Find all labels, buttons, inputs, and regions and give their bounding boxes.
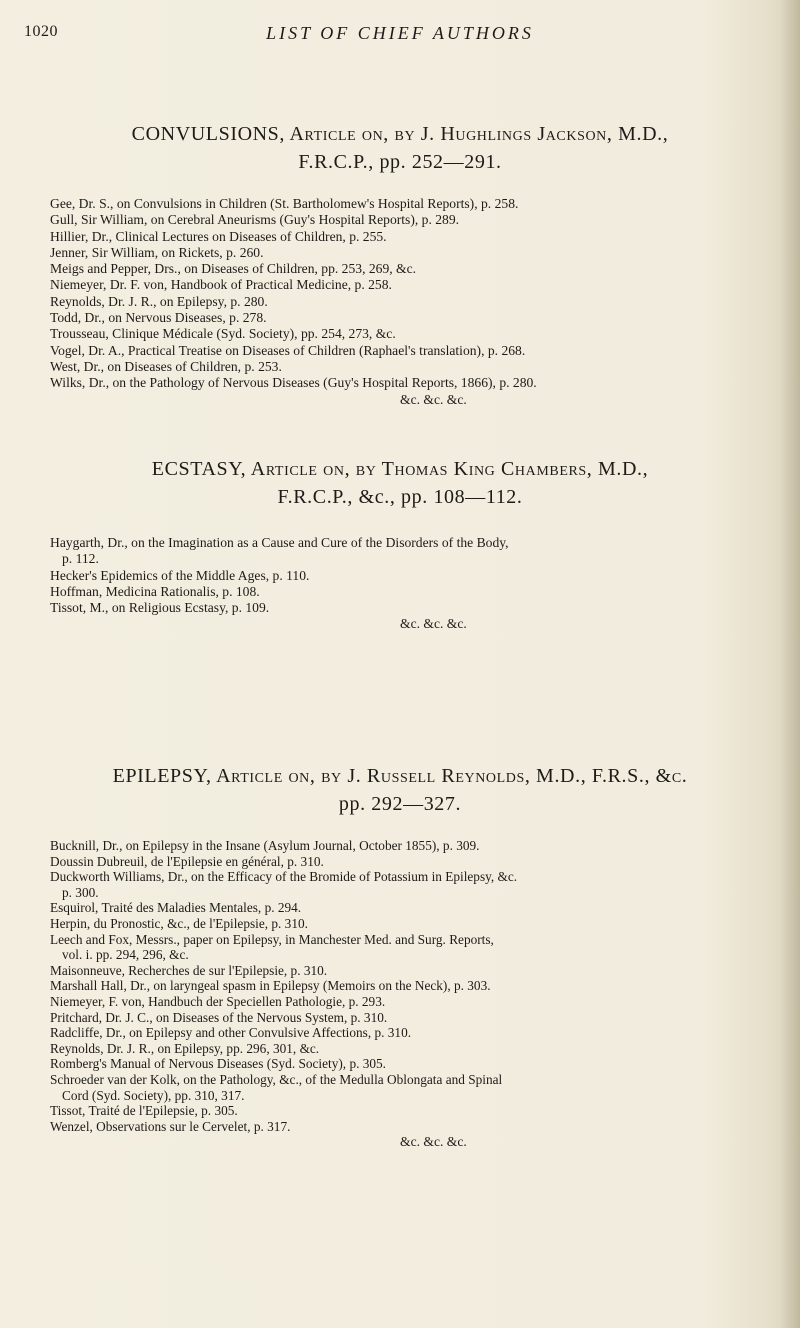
reference-item: Doussin Dubreuil, de l'Epilepsie en général, p. 310.	[50, 853, 324, 869]
reference-item: Maisonneuve, Recherches de sur l'Epilepsie, p. 310.	[50, 962, 328, 978]
section-heading	[0, 762, 800, 818]
reference-item: Bucknill, Dr., on Epilepsy in the Insane (Asylum Journal, October 1855), p. 309.	[50, 838, 480, 853]
reference-item: Leech and Fox, Messrs., paper on Epilepsy, in Manchester Med. and Surg. Reports, vol. i. pp. 294, 296, &c.	[50, 931, 494, 963]
section-ecstasy	[0, 455, 800, 633]
section-convulsions	[0, 120, 800, 408]
reference-item: Gull, Sir William, on Cerebral Aneurisms (Guy's Hospital Reports), p. 289.	[50, 212, 460, 228]
etcetera: &c. &c. &c.	[400, 616, 467, 632]
reference-item: Gee, Dr. S., on Convulsions in Children (St. Bartholomew's Hospital Reports), p. 258.	[50, 196, 519, 211]
reference-item: Reynolds, Dr. J. R., on Epilepsy, p. 280.	[50, 293, 268, 309]
reference-item: Hecker's Epidemics of the Middle Ages, p. 110.	[50, 567, 310, 583]
reference-item: Todd, Dr., on Nervous Diseases, p. 278.	[50, 310, 267, 326]
reference-item: Hillier, Dr., Clinical Lectures on Diseases of Children, p. 255.	[50, 228, 387, 244]
reference-item: Tissot, M., on Religious Ecstasy, p. 109.	[50, 600, 270, 616]
heading-line-1: ECSTASY, Article on, by Thomas King Chambers, M.D.,	[151, 458, 649, 480]
reference-item: Herpin, du Pronostic, &c., de l'Epilepsie, p. 310.	[50, 915, 308, 931]
heading-line-1: CONVULSIONS, Article on, by J. Hughlings Jackson, M.D.,	[131, 123, 669, 145]
reference-item: Romberg's Manual of Nervous Diseases (Syd. Society), p. 305.	[50, 1056, 387, 1072]
reference-item: Haygarth, Dr., on the Imagination as a Cause and Cure of the Disorders of the Body, p. 112.	[50, 535, 509, 567]
etcetera: &c. &c. &c.	[400, 391, 467, 407]
reference-item: Trousseau, Clinique Médicale (Syd. Society), pp. 254, 273, &c.	[50, 326, 396, 342]
heading-line-2: F.R.C.P., &c., pp. 108—112.	[277, 486, 523, 508]
reference-item: Pritchard, Dr. J. C., on Diseases of the Nervous System, p. 310.	[50, 1009, 388, 1025]
reference-item: Hoffman, Medicina Rationalis, p. 108.	[50, 583, 260, 599]
reference-item: Schroeder van der Kolk, on the Pathology, &c., of the Medulla Oblongata and Spinal Cord (Syd. Society), pp. 310, 317.	[50, 1071, 503, 1103]
reference-list	[0, 838, 800, 1134]
reference-item: Niemeyer, Dr. F. von, Handbook of Practical Medicine, p. 258.	[50, 277, 392, 293]
reference-item: Meigs and Pepper, Drs., on Diseases of Children, pp. 253, 269, &c.	[50, 261, 417, 277]
reference-item: Wilks, Dr., on the Pathology of Nervous Diseases (Guy's Hospital Reports, 1866), p. 280.	[50, 375, 537, 391]
reference-item: West, Dr., on Diseases of Children, p. 253.	[50, 358, 282, 374]
section-heading	[0, 455, 800, 511]
section-heading	[0, 120, 800, 176]
etcetera: &c. &c. &c.	[400, 1134, 467, 1150]
section-epilepsy	[0, 762, 800, 1151]
reference-item: Vogel, Dr. A., Practical Treatise on Diseases of Children (Raphael's translation), p. 268.	[50, 342, 526, 358]
reference-list	[0, 535, 800, 616]
running-title: LIST OF CHIEF AUTHORS	[266, 23, 534, 43]
reference-item: Niemeyer, F. von, Handbuch der Speciellen Pathologie, p. 293.	[50, 993, 386, 1009]
reference-item: Wenzel, Observations sur le Cervelet, p. 317.	[50, 1118, 291, 1134]
reference-item: Tissot, Traité de l'Epilepsie, p. 305.	[50, 1103, 238, 1119]
page-number: 1020	[24, 23, 58, 40]
reference-item: Esquirol, Traité des Maladies Mentales, p. 294.	[50, 900, 302, 916]
reference-list	[0, 196, 800, 392]
heading-line-1: EPILEPSY, Article on, by J. Russell Reynolds, M.D., F.R.S., &c.	[112, 765, 688, 787]
reference-item: Marshall Hall, Dr., on laryngeal spasm in Epilepsy (Memoirs on the Neck), p. 303.	[50, 978, 491, 994]
reference-item: Duckworth Williams, Dr., on the Efficacy of the Bromide of Potassium in Epilepsy, &c. p. 300.	[50, 869, 518, 900]
running-head	[24, 23, 776, 47]
heading-line-2: pp. 292—327.	[338, 793, 462, 815]
reference-item: Radcliffe, Dr., on Epilepsy and other Convulsive Affections, p. 310.	[50, 1025, 412, 1041]
reference-item: Reynolds, Dr. J. R., on Epilepsy, pp. 296, 301, &c.	[50, 1040, 320, 1056]
reference-item: Jenner, Sir William, on Rickets, p. 260.	[50, 244, 264, 260]
heading-line-2: F.R.C.P., pp. 252—291.	[298, 151, 502, 173]
